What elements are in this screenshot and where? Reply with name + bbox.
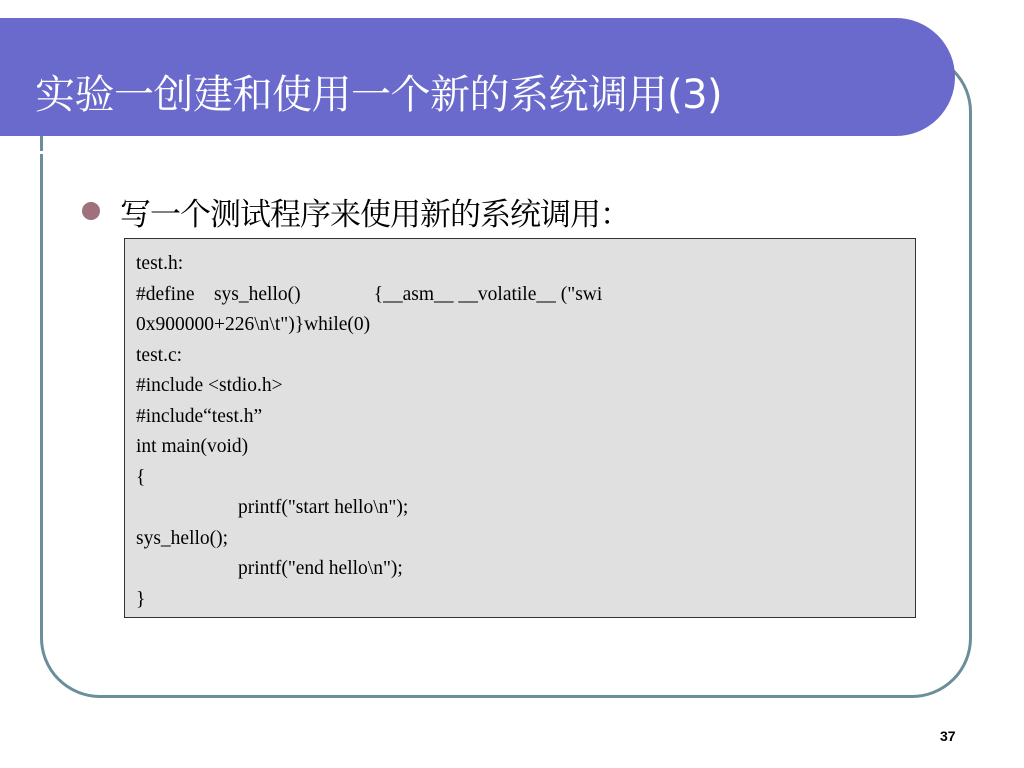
title-underline (0, 151, 905, 154)
bullet-text: 写一个测试程序来使用新的系统调用： (120, 197, 630, 233)
page-number: 37 (940, 728, 956, 744)
code-line: { (136, 466, 146, 488)
code-line: } (136, 588, 146, 610)
bullet-dot-icon (82, 202, 100, 220)
code-line: #include <stdio.h> (136, 375, 283, 396)
code-line: test.c: (136, 344, 183, 366)
code-line: test.h: (136, 253, 184, 274)
code-line: 0x900000+226\n\t")}while(0) (136, 314, 371, 335)
code-line: sys_hello(); (136, 527, 229, 549)
code-line: #define sys_hello() {__asm__ __volatile__ ("swi (136, 283, 603, 305)
code-line: int main(void) (136, 436, 249, 457)
title-bar (0, 18, 955, 136)
code-line: printf("start hello\n"); (238, 497, 409, 518)
slide-title: 实验一创建和使用一个新的系统调用(3) (35, 72, 723, 118)
code-line: printf("end hello\n"); (238, 558, 403, 579)
code-line: #include“test.h” (136, 405, 263, 427)
code-block (124, 238, 916, 618)
